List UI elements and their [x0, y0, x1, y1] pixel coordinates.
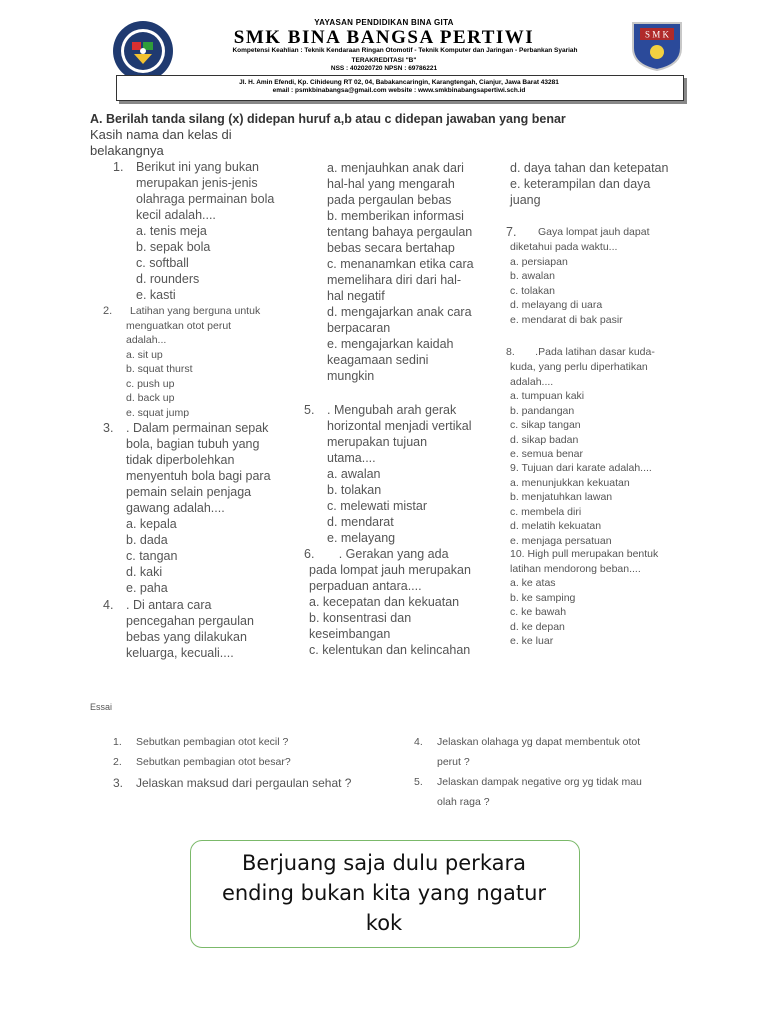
q6-heading: 6. . Gerakan yang ada: [304, 547, 449, 561]
text-line: e. squat jump: [126, 406, 190, 419]
text-line: d. mengajarkan anak cara: [327, 305, 472, 319]
essay-4-text-cont: perut ?: [437, 756, 470, 768]
text-line: e. kasti: [136, 288, 176, 302]
address: Jl. H. Amin Efendi, Kp. Cihideung RT 02, 04, Babakancaringin, Karangtengah, Cianjur, Jawa Barat 43281: [239, 79, 559, 86]
text-line: olahraga permainan bola: [136, 192, 275, 206]
text-line: hal negatif: [327, 289, 385, 303]
text-line: b. tolakan: [327, 483, 382, 497]
q7-first-line: Gaya lompat jauh dapat: [538, 226, 650, 238]
text-line: . Mengubah arah gerak: [327, 403, 457, 417]
essay-1-text: Sebutkan pembagian otot kecil ?: [136, 736, 289, 748]
text-line: b. squat thurst: [126, 363, 193, 375]
text-line: pemain selain penjaga: [126, 485, 252, 499]
text-line: perpaduan antara....: [309, 579, 422, 593]
question-4: [126, 597, 254, 661]
text-line: d. sikap badan: [510, 433, 579, 446]
essay-3-number: 3.: [113, 776, 124, 790]
text-line: a. menjauhkan anak dari: [327, 161, 464, 175]
text-line: e. semua benar: [510, 448, 583, 460]
question-10: [510, 547, 658, 649]
text-line: pada pergaulan bebas: [327, 193, 452, 207]
text-line: a. menunjukkan kekuatan: [510, 476, 630, 489]
instruction: [90, 127, 290, 159]
essay-heading: Essai: [90, 702, 113, 712]
instruction-line-1: Kasih nama dan kelas di: [90, 127, 232, 142]
text-line: bola, bagian tubuh yang: [126, 437, 260, 451]
text-line: c. tangan: [126, 549, 178, 563]
text-line: tentang bahaya pergaulan: [327, 225, 473, 239]
q5-number: 5.: [304, 403, 315, 417]
text-line: bebas secara bertahap: [327, 241, 455, 255]
text-line: e. mengajarkan kaidah: [327, 337, 454, 351]
essay-3-text: Jelaskan maksud dari pergaulan sehat ?: [136, 776, 352, 790]
text-line: . Di antara cara: [126, 598, 212, 612]
text-line: b. dada: [126, 533, 168, 547]
text-line: d. kaki: [126, 565, 163, 579]
text-line: keseimbangan: [309, 627, 391, 641]
school-name: SMK BINA BANGSA PERTIWI: [233, 27, 535, 48]
text-line: c. tolakan: [510, 284, 555, 297]
q2-number: 2.: [103, 305, 113, 317]
text-line: d. ke depan: [510, 620, 565, 633]
text-line: e. menjaga persatuan: [510, 534, 612, 547]
text-line: diketahui pada waktu...: [510, 241, 618, 253]
text-line: adalah...: [126, 334, 167, 346]
essay-5-number: 5.: [414, 776, 423, 788]
q8-heading: 8. .Pada latihan dasar kuda-: [506, 346, 655, 358]
text-line: c. push up: [126, 377, 175, 390]
school-logo-right: [630, 20, 684, 72]
text-line: 10. High pull merupakan bentuk: [510, 548, 659, 560]
question-1: [136, 159, 274, 303]
instruction-line-2: belakangnya: [90, 143, 164, 158]
foundation-name: YAYASAN PENDIDIKAN BINA GITA: [314, 18, 454, 27]
text-line: b. konsentrasi dan: [309, 611, 412, 625]
text-line: a. awalan: [327, 467, 381, 481]
text-line: a. sit up: [126, 348, 163, 361]
text-line: c. melewati mistar: [327, 499, 428, 513]
text-line: e. keterampilan dan daya: [510, 177, 651, 191]
text-line: a. persiapan: [510, 255, 568, 268]
question-6: [309, 562, 471, 658]
text-line: Berikut ini yang bukan: [136, 160, 259, 174]
essay-1-number: 1.: [113, 736, 122, 748]
text-line: d. melatih kekuatan: [510, 520, 602, 532]
motto-line-2: ending bukan kita yang ngatur: [221, 881, 547, 905]
text-line: menguatkan otot perut: [126, 319, 232, 332]
essay-5-text: Jelaskan dampak negative org yg tidak mau: [437, 776, 642, 788]
essay-2-text: Sebutkan pembagian otot besar?: [136, 756, 291, 768]
logo-right-text: S M K: [644, 29, 670, 40]
essay-2-number: 2.: [113, 756, 122, 768]
text-line: a. ke atas: [510, 577, 556, 589]
text-line: pada lompat jauh merupakan: [309, 563, 471, 577]
text-line: hal-hal yang mengarah: [327, 177, 455, 191]
text-line: kecil adalah....: [136, 208, 216, 222]
motto-line-1: Berjuang saja dulu perkara: [242, 851, 526, 875]
essay-4-number: 4.: [414, 736, 423, 748]
text-line: c. ke bawah: [510, 606, 567, 618]
text-line: utama....: [327, 451, 376, 465]
text-line: b. ke samping: [510, 591, 576, 604]
text-line: d. melayang di uara: [510, 299, 603, 311]
text-line: b. pandangan: [510, 404, 575, 417]
text-line: a. tumpuan kaki: [510, 390, 585, 402]
text-line: merupakan tujuan: [327, 435, 428, 449]
text-line: Latihan yang berguna untuk: [130, 305, 261, 317]
text-line: gawang adalah....: [126, 501, 225, 515]
text-line: c. menanamkan etika cara: [327, 257, 474, 271]
question-9: [510, 461, 652, 548]
text-line: c. membela diri: [510, 505, 582, 518]
text-line: keagamaan sedini: [327, 353, 429, 367]
section-a-title: A. Berilah tanda silang (x) didepan huruf a,b atau c didepan jawaban yang benar: [90, 112, 566, 126]
skills-line: Kompetensi Keahlian : Teknik Kendaraan Ringan Otomotif - Teknik Komputer dan Jaringan - Perbankan Syariah: [232, 47, 578, 54]
text-line: a. kecepatan dan kekuatan: [309, 595, 460, 609]
text-line: b. awalan: [510, 270, 555, 282]
text-line: menyentuh bola bagi para: [126, 469, 271, 483]
text-line: berpacaran: [327, 321, 391, 335]
text-line: 9. Tujuan dari karate adalah....: [510, 462, 652, 474]
nss-npsn: NSS : 402020720 NPSN : 69786221: [330, 65, 438, 72]
essay-4-text: Jelaskan olahaga yg dapat membentuk otot: [437, 736, 641, 748]
text-line: d. mendarat: [327, 515, 394, 529]
accreditation: TERAKREDITASI "B": [351, 57, 417, 64]
text-line: e. paha: [126, 581, 168, 595]
text-line: e. mendarat di bak pasir: [510, 313, 623, 326]
text-line: d. daya tahan dan ketepatan: [510, 161, 669, 175]
text-line: merupakan jenis-jenis: [136, 176, 258, 190]
text-line: pencegahan pergaulan: [126, 614, 254, 628]
text-line: adalah....: [510, 375, 554, 388]
question-5: [327, 402, 472, 546]
q7-number: 7.: [506, 225, 517, 239]
text-line: latihan mendorong beban....: [510, 562, 641, 575]
text-line: b. memberikan informasi: [327, 209, 464, 223]
text-line: a. tenis meja: [136, 224, 207, 238]
text-line: tidak diperbolehkan: [126, 453, 235, 467]
text-line: horizontal menjadi vertikal: [327, 419, 472, 433]
question-3: [126, 420, 271, 596]
text-line: b. sepak bola: [136, 240, 211, 254]
text-line: c. sikap tangan: [510, 419, 581, 431]
q3-number: 3.: [103, 421, 114, 435]
question-4-options: [327, 160, 474, 384]
text-line: c. softball: [136, 256, 189, 270]
text-line: d. rounders: [136, 272, 200, 286]
text-line: b. menjatuhkan lawan: [510, 491, 613, 503]
text-line: a. kepala: [126, 517, 177, 531]
text-line: bebas yang dilakukan: [126, 630, 247, 644]
q4-number: 4.: [103, 598, 114, 612]
text-line: e. ke luar: [510, 635, 554, 647]
question-8: [510, 360, 648, 462]
text-line: e. melayang: [327, 531, 396, 545]
text-line: d. back up: [126, 392, 175, 404]
motto-line-3: kok: [365, 911, 403, 935]
motto-text: [190, 848, 578, 938]
contact: email : psmkbinabangsa@gmail.com website : www.smkbinabangsapertiwi.sch.id: [272, 87, 526, 94]
text-line: memelihara diri dari hal-: [327, 273, 462, 287]
text-line: kuda, yang perlu diperhatikan: [510, 361, 648, 373]
question-7: [510, 240, 623, 327]
text-line: c. kelentukan dan kelincahan: [309, 643, 471, 657]
text-line: . Dalam permainan sepak: [126, 421, 269, 435]
text-line: mungkin: [327, 369, 375, 383]
question-2: [126, 304, 260, 420]
text-line: keluarga, kecuali....: [126, 646, 234, 660]
essay-5-text-cont: olah raga ?: [437, 796, 490, 808]
q1-number: 1.: [113, 160, 124, 174]
text-line: juang: [510, 193, 541, 207]
question-6-options-cont: [510, 160, 668, 208]
